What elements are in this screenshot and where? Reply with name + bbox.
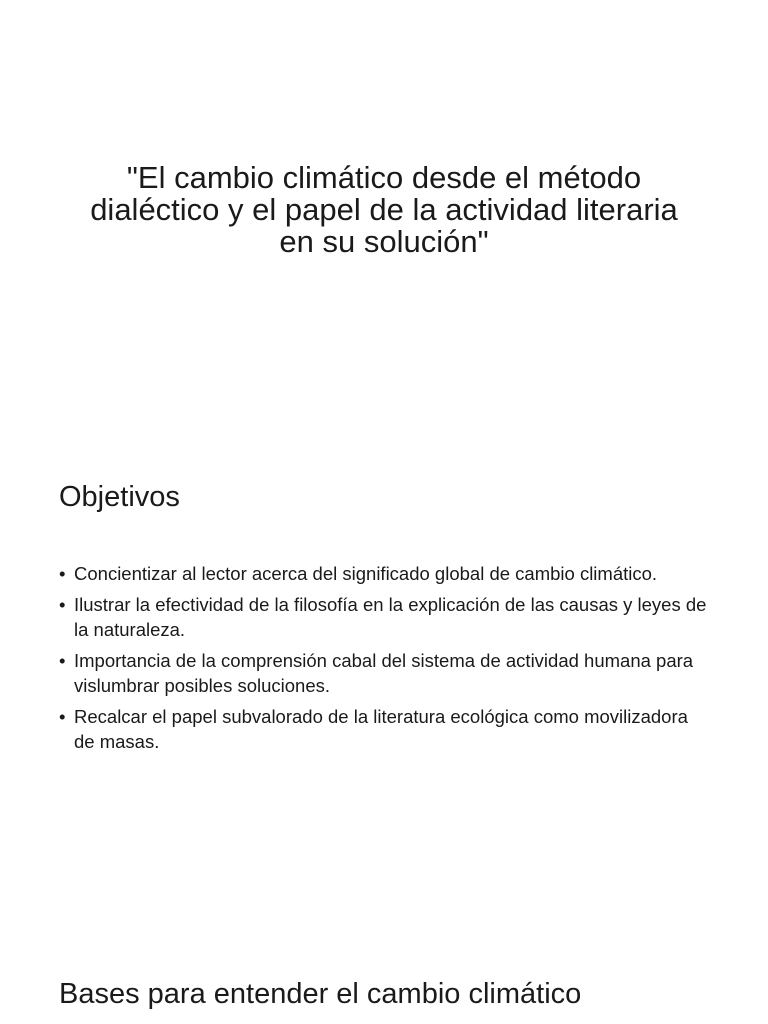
list-item-text: Concientizar al lector acerca del significado global de cambio climático. (74, 563, 658, 584)
bullet-icon: • (59, 650, 66, 671)
list-item-text: Ilustrar la efectividad de la filosofía en la explicación de las causas y leyes de la naturaleza. (74, 594, 707, 640)
bullet-icon: • (59, 563, 66, 584)
list-item (59, 648, 709, 698)
bullet-icon: • (59, 594, 66, 615)
objectives-list (59, 561, 709, 760)
presentation-title: "El cambio climático desde el método dialéctico y el papel de la actividad literaria en su solución" (90, 160, 678, 259)
list-item (59, 592, 709, 642)
bases-heading: Bases para entender el cambio climático (59, 978, 582, 1010)
list-item-text: Recalcar el papel subvalorado de la literatura ecológica como movilizadora de masas. (74, 706, 688, 752)
bullet-icon: • (59, 706, 66, 727)
list-item-text: Importancia de la comprensión cabal del sistema de actividad humana para vislumbrar posibles soluciones. (74, 650, 694, 696)
list-item (59, 561, 709, 586)
objectives-heading: Objetivos (59, 481, 180, 513)
title-slide (0, 0, 768, 440)
list-item (59, 704, 709, 754)
